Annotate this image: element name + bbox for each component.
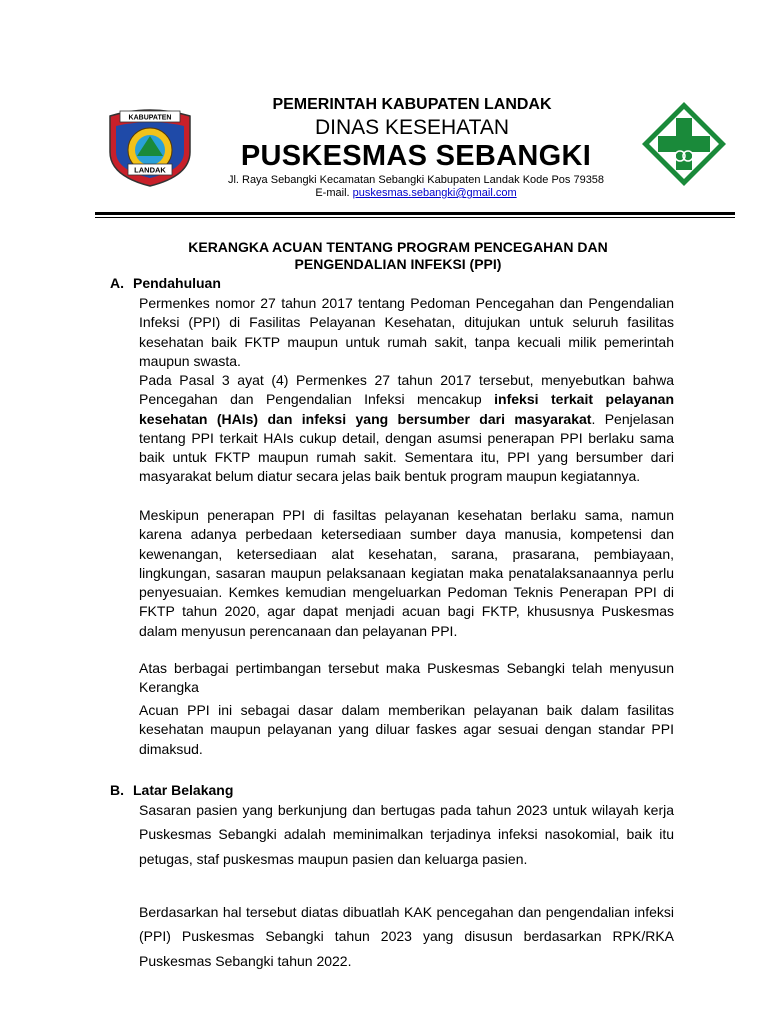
section-b-heading	[110, 782, 233, 798]
document-title-line-2: PENGENDALIAN INFEKSI (PPI)	[294, 256, 502, 272]
emblem-text-top: KABUPATEN	[128, 114, 172, 122]
paragraph-2-rest: . Penjelasan tentang PPI terkait HAIs cukup detail, dengan asumsi penerapan PPI berlaku sama baik untuk FKTP maupun rumah sakit. Sementara itu, PPI yang bersumber dari masyarakat belum diatur secara jelas baik bentuk program maupun kegiatannya.	[139, 410, 674, 485]
emblem-text-bottom: LANDAK	[134, 165, 166, 175]
paragraph-2-intro: Pada Pasal 3 ayat (4) Permenkes 27 tahun 2017 tersebut, menyebutkan bahwa Pencegahan dan Pengendalian Infeksi mencakup	[139, 372, 674, 408]
pendahuluan-paragraph-4: Atas berbagai pertimbangan tersebut maka Puskesmas Sebangki telah menyusun Kerangka	[139, 660, 674, 696]
section-a-marker: A.	[110, 275, 124, 291]
paragraph-2-emphasis: infeksi terkait pelayanan kesehatan (HAIs) dan infeksi yang bersumber dari masyarakat	[139, 391, 674, 427]
puskesmas-emblem	[640, 100, 728, 188]
email-link[interactable]: puskesmas.sebangki@gmail.com	[352, 187, 517, 199]
letterhead-institution: PUSKESMAS SEBANGKI	[240, 140, 592, 172]
letterhead-email-line	[0, 187, 768, 199]
letterhead-address: Jl. Raya Sebangki Kecamatan Sebangki Kabupaten Landak Kode Pos 79358	[227, 174, 605, 186]
pendahuluan-paragraph-3: Meskipun penerapan PPI di fasiltas pelayanan kesehatan berlaku sama, namun karena adanya perbedaan ketersediaan sumber daya manusia, kompetensi dan kewenangan, ketersediaan alat kesehatan, sarana, prasarana, pembiayaan, lingkungan, sasaran maupun pelaksanaan kegiatan maka penatalaksanaannya perlu penyesuaian. Kemkes kemudian mengeluarkan Pedoman Teknis Penerapan PPI di FKTP tahun 2020, agar dapat menjadi acuan bagi FKTP, khususnya Puskesmas dalam menyusun perencanaan dan pelayanan PPI.	[139, 507, 674, 639]
section-a-title: Pendahuluan	[133, 275, 221, 291]
document-title-line-1: KERANGKA ACUAN TENTANG PROGRAM PENCEGAHAN DAN	[188, 239, 608, 255]
letterhead-government: PEMERINTAH KABUPATEN LANDAK	[272, 96, 552, 113]
section-b-title: Latar Belakang	[133, 782, 234, 798]
latar-belakang-paragraph-2: Berdasarkan hal tersebut diatas dibuatlah KAK pencegahan dan pengendalian infeksi (PPI) Puskesmas Sebangki tahun 2023 yang disusun berdasarkan RPK/RKA Puskesmas Sebangki tahun 2022.	[139, 904, 674, 969]
pendahuluan-paragraph-2	[139, 371, 674, 487]
email-label: E-mail.	[315, 187, 350, 199]
latar-belakang-paragraph-1: Sasaran pasien yang berkunjung dan bertugas pada tahun 2023 untuk wilayah kerja Puskesmas Sebangki adalah meminimalkan terjadinya infeksi nasokomial, baik itu petugas, staf puskesmas maupun pasien dan keluarga pasien.	[139, 802, 674, 867]
letterhead-rule-thin	[95, 217, 735, 218]
section-b-marker: B.	[110, 782, 124, 798]
letterhead-rule-thick	[95, 212, 735, 215]
pendahuluan-paragraph-1: Permenkes nomor 27 tahun 2017 tentang Pedoman Pencegahan dan Pengendalian Infeksi (PPI) di Fasilitas Pelayanan Kesehatan, ditujukan untuk seluruh fasilitas kesehatan baik FKTP maupun untuk rumah sakit, tanpa kecuali milik pemerintah maupun swasta.	[139, 295, 674, 369]
letterhead-department: DINAS KESEHATAN	[314, 116, 510, 139]
section-a-heading	[110, 275, 221, 291]
pendahuluan-paragraph-5: Acuan PPI ini sebagai dasar dalam memberikan pelayanan baik dalam fasilitas kesehatan maupun pelayanan yang diluar faskes agar sesuai dengan standar PPI dimaksud.	[139, 702, 674, 757]
